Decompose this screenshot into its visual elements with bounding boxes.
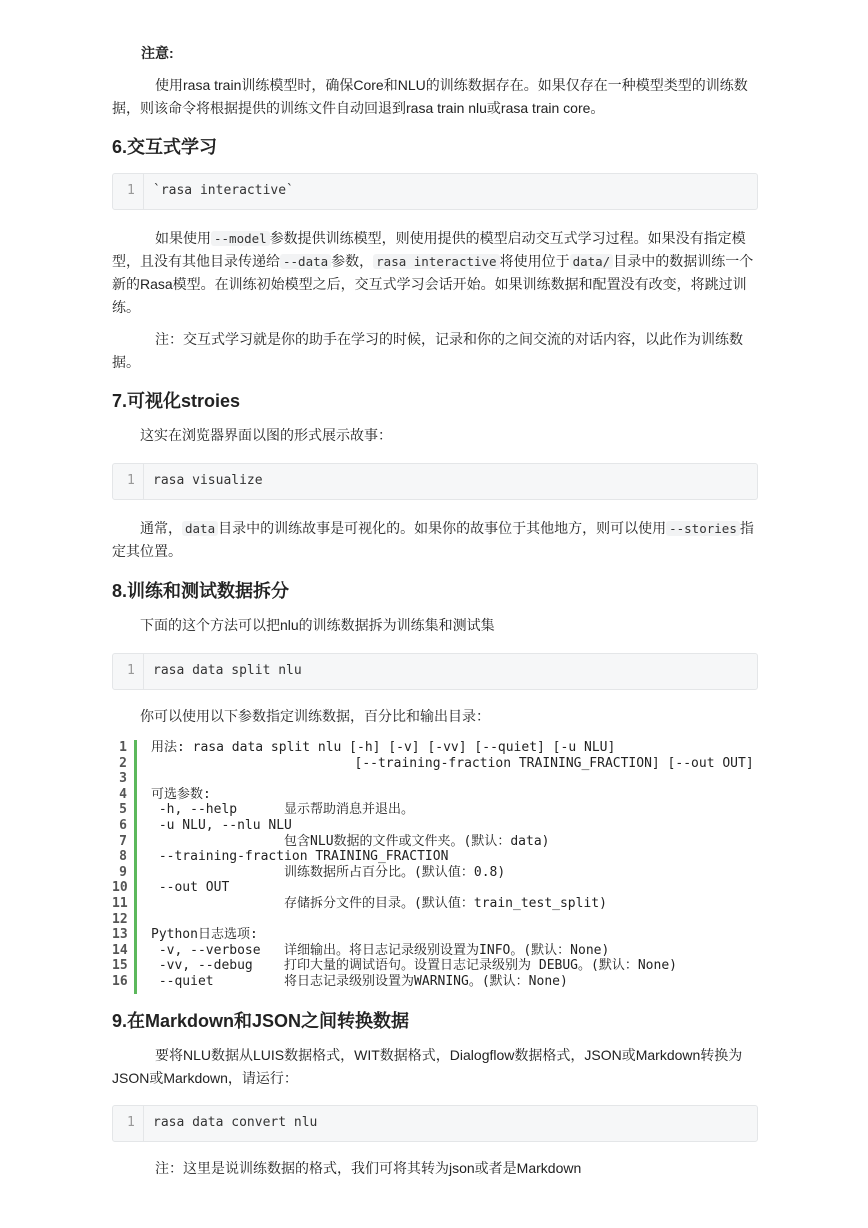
usage-line: 可选参数: (151, 786, 211, 802)
usage-line (151, 771, 754, 787)
gutter-divider (143, 1106, 144, 1141)
usage-line-number: 8 (119, 849, 127, 865)
gutter-divider (143, 174, 144, 209)
inline-code-data-dir: data/ (570, 254, 614, 269)
usage-line-number: 5 (119, 802, 127, 818)
usage-line-number: 14 (112, 942, 128, 958)
train-fallback-text: 使用rasa train训练模型时，确保Core和NLU的训练数据存在。如果仅存在一种模型类型的训练数据，则该命令将根据提供的训练文件自动回退到rasa train nlu或rasa train core。 (112, 77, 748, 116)
text-span: 通常， (140, 520, 182, 536)
convert-text: 要将NLU数据从LUIS数据格式，WIT数据格式，Dialogflow数据格式，JSON或Markdown转换为JSON或Markdown，请运行： (112, 1047, 743, 1086)
code-text: rasa data split nlu (153, 663, 302, 678)
inline-code-rasa-interactive: rasa interactive (373, 254, 499, 269)
code-block-visualize[interactable] (112, 463, 758, 500)
usage-line: 包含NLU数据的文件或文件夹。(默认：data) (151, 833, 550, 849)
line-number: 1 (127, 473, 135, 488)
text-span: 参数提供训练模型，则使用提供的模型启动交互式学习过程。如果没有指定模型，且没有其他目录传递给 (112, 230, 746, 269)
line-number: 1 (127, 663, 135, 678)
split-params-intro (112, 705, 757, 728)
usage-accent-bar (134, 740, 137, 994)
usage-line: -h, --help 显示帮助消息并退出。 (151, 802, 415, 818)
note-text: 注：交互式学习就是你的助手在学习的时候，记录和你的之间交流的对话内容，以此作为训练数据。 (112, 331, 743, 370)
section-heading-convert: 9.在Markdown和JSON之间转换数据 (112, 1011, 410, 1031)
usage-code-block[interactable] (112, 740, 762, 994)
note-text: 注：这里是说训练数据的格式，我们可将其转为json或者是Markdown (155, 1160, 582, 1176)
intro-text: 下面的这个方法可以把nlu的训练数据拆为训练集和测试集 (140, 617, 495, 633)
usage-line: --out OUT (151, 880, 230, 896)
usage-line-number: 15 (112, 958, 128, 974)
usage-line-numbers (112, 740, 127, 990)
usage-line-number: 6 (119, 817, 127, 833)
interactive-paragraph (112, 227, 757, 319)
code-block-convert[interactable] (112, 1105, 758, 1142)
code-block-split[interactable] (112, 653, 758, 690)
usage-line-number: 7 (119, 833, 127, 849)
gutter-divider (143, 464, 144, 499)
usage-line (151, 912, 754, 928)
usage-line-number: 13 (112, 927, 128, 943)
section-heading-interactive: 6.交互式学习 (112, 137, 218, 157)
code-text: rasa visualize (153, 473, 263, 488)
usage-line: -u NLU, --nlu NLU (151, 817, 292, 833)
section-heading-visualize: 7.可视化stroies (112, 391, 241, 411)
usage-line-number: 2 (119, 755, 127, 771)
visualize-paragraph (112, 517, 757, 563)
note-label: 注意: (141, 45, 174, 61)
visualize-intro (112, 424, 757, 447)
usage-lines (151, 740, 754, 990)
inline-code-stories: --stories (666, 521, 740, 536)
usage-line: -v, --verbose 详细输出。将日志记录级别设置为INFO。(默认：None) (151, 942, 610, 958)
usage-line: 用法: rasa data split nlu [-h] [-v] [-vv] [--quiet] [-u NLU] (151, 740, 616, 755)
split-intro (112, 614, 757, 637)
usage-line-number: 16 (112, 973, 128, 989)
line-number: 1 (127, 1115, 135, 1130)
inline-code-model: --model (211, 231, 270, 246)
text-span: 将使用位于 (499, 253, 570, 269)
text-span: 目录中的数据训练一个新的Rasa模型。在训练初始模型之后，交互式学习会话开始。如果训练数据和配置没有改变，将跳过训练。 (112, 253, 754, 315)
usage-line: Python日志选项: (151, 927, 258, 943)
usage-line: 训练数据所占百分比。(默认值：0.8) (151, 864, 506, 880)
text-span: 目录中的训练故事是可视化的。如果你的故事位于其他地方，则可以使用 (218, 520, 667, 536)
intro-text: 你可以使用以下参数指定训练数据，百分比和输出目录： (140, 708, 490, 724)
usage-line: -vv, --debug 打印大量的调试语句。设置日志记录级别为 DEBUG。(默认：None) (151, 958, 677, 974)
train-fallback-paragraph (112, 74, 757, 120)
usage-line-number: 11 (112, 895, 128, 911)
convert-paragraph (112, 1044, 757, 1090)
usage-line-number: 4 (119, 786, 127, 802)
usage-line-number: 3 (119, 771, 127, 787)
usage-line: 存储拆分文件的目录。(默认值：train_test_split) (151, 895, 607, 911)
text-span: 如果使用 (155, 230, 211, 246)
gutter-divider (143, 654, 144, 689)
text-span: 指定其位置。 (112, 520, 754, 559)
usage-line-number: 9 (119, 864, 127, 880)
usage-line-number: 1 (119, 740, 127, 755)
inline-code-data: data (182, 521, 218, 536)
usage-line: --quiet 将日志记录级别设置为WARNING。(默认：None) (151, 973, 568, 989)
section-heading-split: 8.训练和测试数据拆分 (112, 581, 290, 601)
inline-code-data-option: --data (280, 254, 331, 269)
intro-text: 这实在浏览器界面以图的形式展示故事： (140, 427, 392, 443)
usage-line: [--training-fraction TRAINING_FRACTION] [--out OUT] (151, 755, 754, 771)
code-text: `rasa interactive` (153, 183, 294, 198)
line-number: 1 (127, 183, 135, 198)
text-span: 参数， (331, 253, 374, 269)
code-text: rasa data convert nlu (153, 1115, 318, 1130)
code-block-interactive[interactable] (112, 173, 758, 210)
usage-line-number: 10 (112, 880, 128, 896)
interactive-note (112, 328, 757, 374)
convert-note (112, 1157, 757, 1180)
usage-line-number: 12 (112, 911, 128, 927)
usage-line: --training-fraction TRAINING_FRACTION (151, 849, 449, 865)
